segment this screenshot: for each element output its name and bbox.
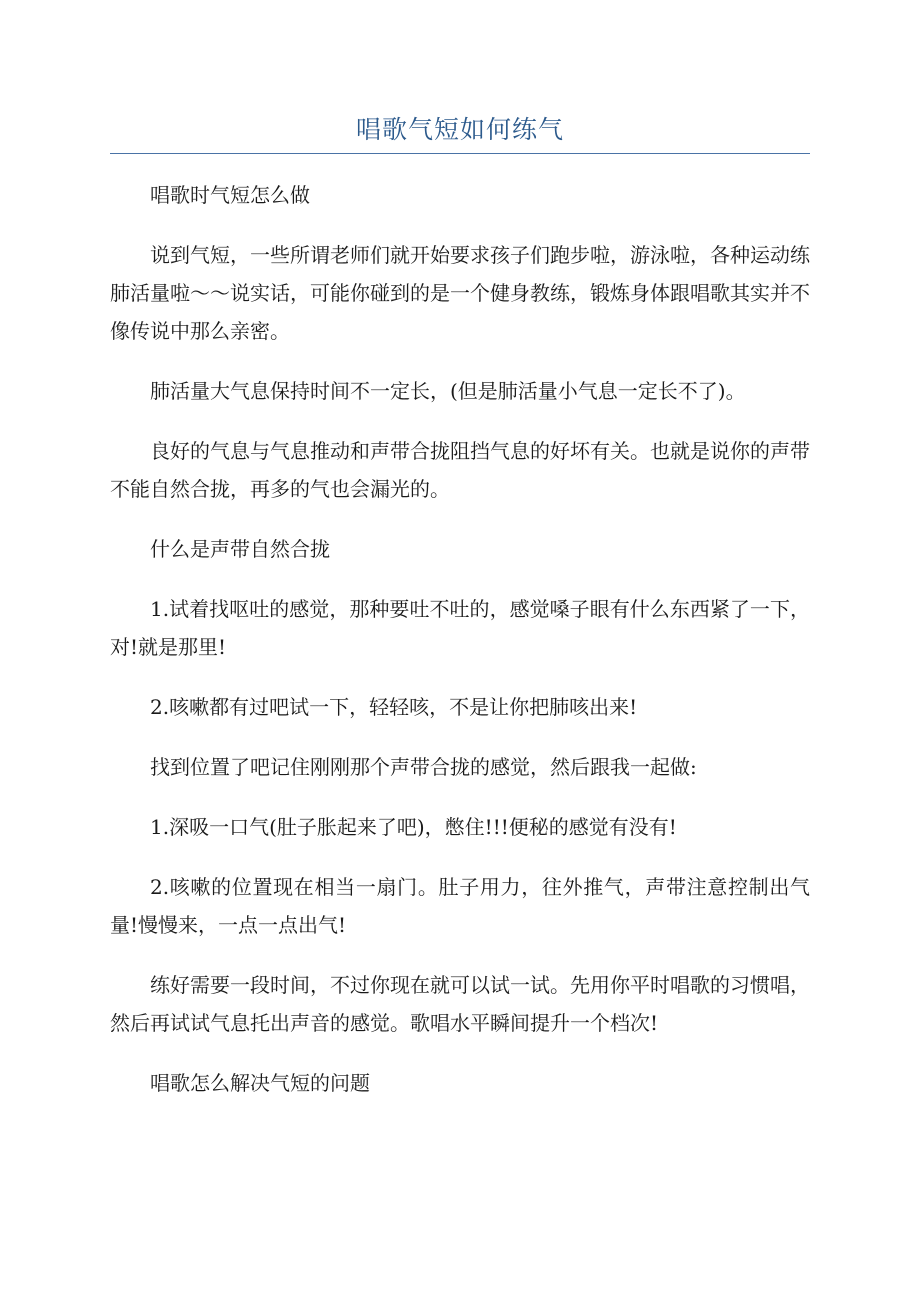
paragraph: 找到位置了吧记住刚刚那个声带合拢的感觉，然后跟我一起做: xyxy=(150,755,697,779)
title-divider xyxy=(110,153,810,154)
paragraph: 肺活量大气息保持时间不一定长，(但是肺活量小气息一定长不了)。 xyxy=(150,379,746,403)
document-title: 唱歌气短如何练气 xyxy=(355,115,564,144)
paragraph: 2.咳嗽都有过吧试一下，轻轻咳，不是让你把肺咳出来! xyxy=(150,695,638,719)
paragraph: 唱歌怎么解决气短的问题 xyxy=(150,1071,370,1095)
document-body xyxy=(110,176,810,1124)
paragraph: 2.咳嗽的位置现在相当一扇门。肚子用力，往外推气，声带注意控制出气量!慢慢来，一点一点出气! xyxy=(110,875,810,937)
paragraph: 练好需要一段时间，不过你现在就可以试一试。先用你平时唱歌的习惯唱，然后再试试气息托出声音的感觉。歌唱水平瞬间提升一个档次! xyxy=(110,973,810,1035)
paragraph: 唱歌时气短怎么做 xyxy=(150,183,310,207)
paragraph: 什么是声带自然合拢 xyxy=(150,537,330,561)
paragraph: 1.试着找呕吐的感觉，那种要吐不吐的，感觉嗓子眼有什么东西紧了一下，对!就是那里! xyxy=(110,597,810,659)
paragraph: 说到气短，一些所谓老师们就开始要求孩子们跑步啦，游泳啦，各种运动练肺活量啦～～说实话，可能你碰到的是一个健身教练，锻炼身体跟唱歌其实并不像传说中那么亲密。 xyxy=(110,243,810,343)
paragraph: 1.深吸一口气(肚子胀起来了吧)，憋住!!!便秘的感觉有没有! xyxy=(150,815,677,839)
paragraph: 良好的气息与气息推动和声带合拢阻挡气息的好坏有关。也就是说你的声带不能自然合拢，再多的气也会漏光的。 xyxy=(110,439,810,501)
